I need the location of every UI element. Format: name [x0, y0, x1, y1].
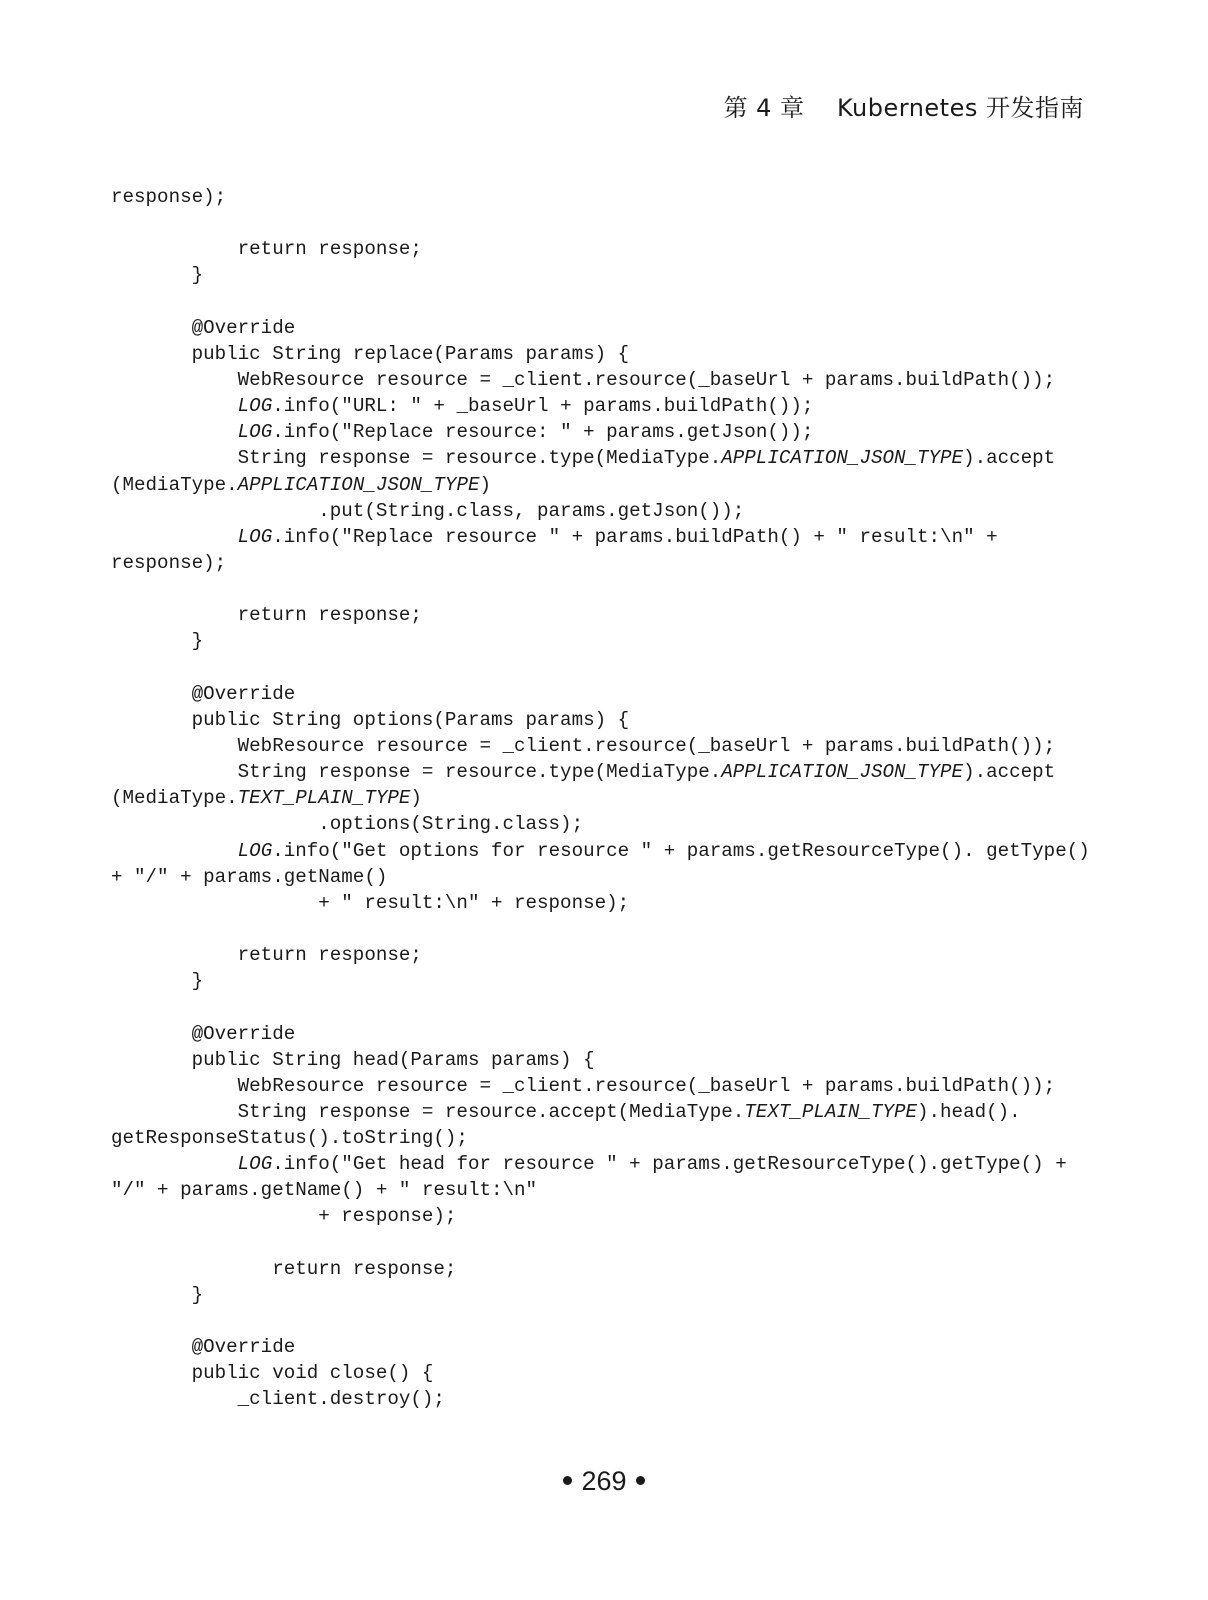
code-segment: APPLICATION_JSON_TYPE	[237, 473, 480, 496]
code-segment: }	[111, 970, 204, 993]
code-segment: }	[111, 264, 204, 287]
bullet-dot-icon	[563, 1476, 572, 1485]
code-line	[111, 1021, 1091, 1047]
code-line	[111, 968, 1091, 994]
code-line	[111, 550, 1091, 576]
code-segment	[111, 395, 238, 417]
code-segment: APPLICATION_JSON_TYPE	[721, 447, 964, 470]
code-segment: public String options(Params params) {	[111, 708, 630, 731]
code-line	[111, 811, 1091, 837]
code-segment: .put(String.class, params.getJson());	[111, 499, 745, 522]
code-segment: @Override	[111, 316, 296, 339]
code-line	[111, 1282, 1091, 1308]
code-line	[111, 785, 1091, 811]
code-line	[111, 994, 1091, 1020]
code-segment: TEXT_PLAIN_TYPE	[237, 787, 411, 810]
code-line	[111, 1099, 1091, 1125]
code-line	[111, 262, 1091, 288]
code-line	[111, 838, 1091, 864]
code-line	[111, 628, 1091, 654]
code-segment: @Override	[111, 1022, 296, 1045]
code-segment: LOG	[237, 1153, 273, 1176]
code-segment: return response;	[111, 1257, 457, 1280]
code-line	[111, 1386, 1091, 1412]
code-line	[111, 184, 1091, 210]
code-segment: String response = resource.accept(MediaType.	[111, 1100, 745, 1123]
code-line	[111, 1177, 1091, 1203]
code-segment	[111, 1153, 238, 1175]
code-segment: LOG	[237, 395, 273, 418]
code-segment	[111, 421, 238, 443]
code-line	[111, 341, 1091, 367]
code-line	[111, 367, 1091, 393]
code-segment: String response = resource.type(MediaType.	[111, 761, 722, 784]
code-segment: LOG	[237, 421, 273, 444]
code-line	[111, 655, 1091, 681]
code-segment: String response = resource.type(MediaType.	[111, 447, 722, 470]
code-segment: + "/" + params.getName()	[111, 865, 388, 888]
code-segment: .info("Get options for resource " + params.getResourceType(). getType()	[272, 839, 1090, 862]
code-line	[111, 210, 1091, 236]
code-listing	[111, 184, 1091, 1413]
code-line	[111, 864, 1091, 890]
code-segment: getResponseStatus().toString();	[111, 1127, 468, 1150]
code-segment: response);	[111, 551, 227, 574]
code-segment: WebResource resource = _client.resource(_baseUrl + params.buildPath());	[111, 1074, 1056, 1097]
code-line	[111, 707, 1091, 733]
code-segment: return response;	[111, 944, 422, 967]
code-line	[111, 445, 1091, 471]
code-segment: (MediaType.	[111, 787, 238, 810]
code-segment	[111, 526, 238, 548]
code-segment: ).head().	[917, 1100, 1021, 1123]
code-segment: .info("Replace resource: " + params.getJson());	[272, 421, 814, 444]
code-line	[111, 419, 1091, 445]
code-line	[111, 942, 1091, 968]
page-footer	[0, 1466, 1208, 1497]
code-line	[111, 289, 1091, 315]
code-line	[111, 524, 1091, 550]
code-segment: ).accept	[963, 447, 1056, 470]
code-line	[111, 759, 1091, 785]
code-segment: )	[479, 473, 491, 496]
code-line	[111, 1334, 1091, 1360]
code-line	[111, 1230, 1091, 1256]
code-segment: .options(String.class);	[111, 813, 584, 836]
code-segment: @Override	[111, 682, 296, 705]
code-segment: public String head(Params params) {	[111, 1048, 595, 1071]
code-segment: return response;	[111, 604, 422, 627]
code-segment: public String replace(Params params) {	[111, 342, 630, 365]
code-segment: }	[111, 1283, 204, 1306]
code-segment: @Override	[111, 1336, 296, 1359]
code-segment: response);	[111, 186, 227, 208]
code-segment: return response;	[111, 238, 422, 261]
code-line	[111, 472, 1091, 498]
page-number: 269	[581, 1466, 627, 1496]
code-segment: ).accept	[963, 761, 1056, 784]
code-line	[111, 1308, 1091, 1334]
code-segment: "/" + params.getName() + " result:\n"	[111, 1179, 538, 1202]
code-segment: WebResource resource = _client.resource(_baseUrl + params.buildPath());	[111, 734, 1056, 757]
code-line	[111, 315, 1091, 341]
code-line	[111, 1073, 1091, 1099]
code-segment: .info("Get head for resource " + params.getResourceType().getType() +	[272, 1153, 1067, 1176]
code-line	[111, 733, 1091, 759]
code-segment: (MediaType.	[111, 473, 238, 496]
code-segment: WebResource resource = _client.resource(_baseUrl + params.buildPath());	[111, 368, 1056, 391]
code-line	[111, 916, 1091, 942]
running-header: 第 4 章 Kubernetes 开发指南	[723, 94, 1084, 122]
code-line	[111, 1360, 1091, 1386]
code-segment: LOG	[237, 525, 273, 548]
code-line	[111, 1256, 1091, 1282]
code-segment	[111, 840, 238, 862]
code-line	[111, 576, 1091, 602]
code-line	[111, 236, 1091, 262]
code-line	[111, 1125, 1091, 1151]
code-line	[111, 1151, 1091, 1177]
code-segment: )	[410, 787, 422, 810]
code-segment: + " result:\n" + response);	[111, 891, 630, 914]
code-line	[111, 602, 1091, 628]
code-line	[111, 890, 1091, 916]
code-line	[111, 498, 1091, 524]
code-line	[111, 1047, 1091, 1073]
code-segment: + response);	[111, 1205, 457, 1228]
code-segment: APPLICATION_JSON_TYPE	[721, 761, 964, 784]
code-segment: }	[111, 630, 204, 653]
code-segment: .info("Replace resource " + params.buildPath() + " result:\n" +	[272, 525, 998, 548]
bullet-dot-icon	[636, 1476, 645, 1485]
code-segment: LOG	[237, 839, 273, 862]
code-segment: TEXT_PLAIN_TYPE	[744, 1100, 918, 1123]
code-segment: .info("URL: " + _baseUrl + params.buildPath());	[272, 395, 814, 418]
code-segment: _client.destroy();	[111, 1388, 445, 1411]
code-segment: public void close() {	[111, 1362, 434, 1385]
code-line	[111, 1203, 1091, 1229]
code-line	[111, 681, 1091, 707]
code-line	[111, 393, 1091, 419]
